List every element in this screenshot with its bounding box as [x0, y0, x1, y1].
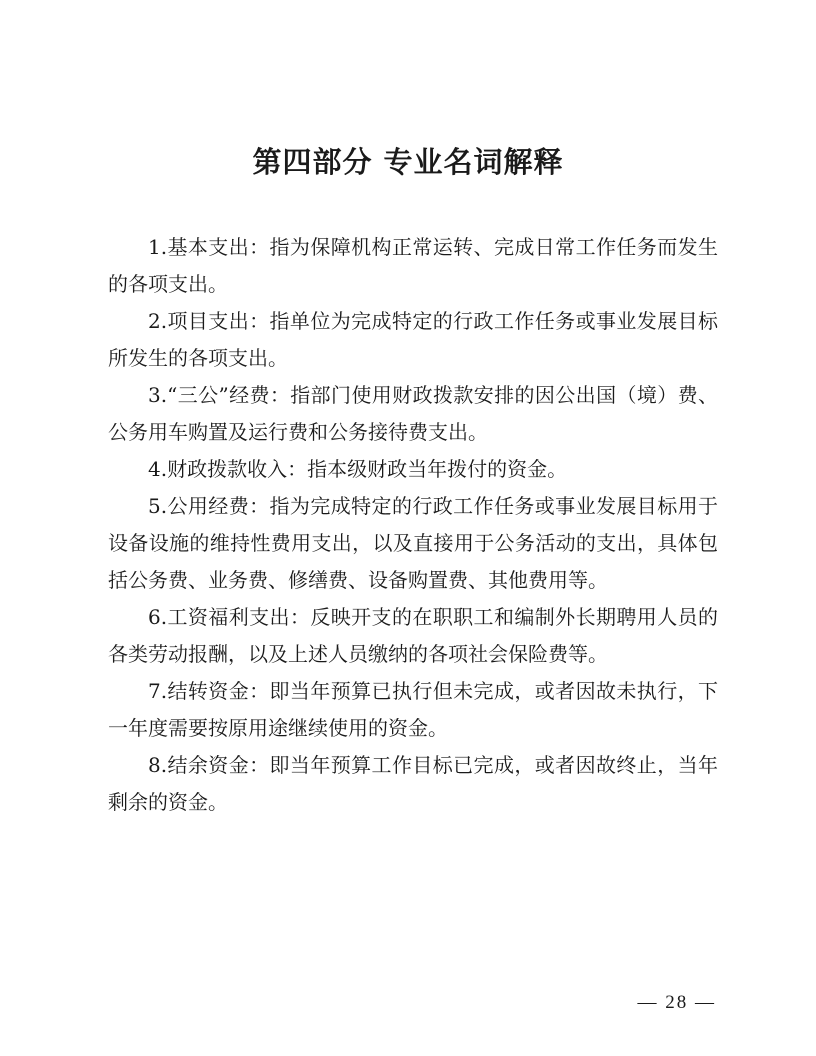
- definition-term: 8.结余资金：: [148, 753, 270, 777]
- definition-item: [108, 747, 718, 821]
- definition-term: 4.财政拨款收入：: [148, 457, 308, 481]
- definition-item: [108, 229, 718, 303]
- definition-text: 指单位为完成特定的行政工作任务或事业发展目标所发生的各项支出。: [108, 309, 718, 370]
- definition-item: [108, 377, 718, 451]
- definition-text: 指部门使用财政拨款安排的因公出国（境）费、公务用车购置及运行费和公务接待费支出。: [108, 383, 719, 444]
- definition-text: 指为完成特定的行政工作任务或事业发展目标用于设备设施的维持性费用支出，以及直接用于公务活动的支出，具体包括公务费、业务费、修缮费、设备购置费、其他费用等。: [108, 494, 718, 592]
- page-title: 第四部分 专业名词解释: [252, 145, 564, 179]
- definition-term: 3.“三公”经费：: [148, 383, 291, 407]
- definition-text: 指为保障机构正常运转、完成日常工作任务而发生的各项支出。: [108, 235, 718, 296]
- definition-text: 即当年预算已执行但未完成，或者因故未执行，下一年度需要按原用途继续使用的资金。: [108, 679, 718, 740]
- definition-text: 指本级财政当年拨付的资金。: [307, 457, 568, 481]
- definition-term: 5.公用经费：: [148, 494, 270, 518]
- definition-item: [108, 488, 718, 599]
- definition-item: [108, 303, 718, 377]
- definition-term: 6.工资福利支出：: [148, 605, 311, 629]
- definition-item: [108, 451, 718, 488]
- definition-item: [108, 673, 718, 747]
- definition-term: 1.基本支出：: [148, 235, 270, 259]
- definition-text: 反映开支的在职职工和编制外长期聘用人员的各类劳动报酬，以及上述人员缴纳的各项社会保险费等。: [108, 605, 719, 666]
- page-number: — 28 —: [637, 992, 716, 1013]
- definition-term: 2.项目支出：: [148, 309, 270, 333]
- definition-text: 即当年预算工作目标已完成，或者因故终止，当年剩余的资金。: [108, 753, 718, 814]
- definition-item: [108, 599, 718, 673]
- definition-term: 7.结转资金：: [148, 679, 270, 703]
- definitions-list: [108, 229, 718, 821]
